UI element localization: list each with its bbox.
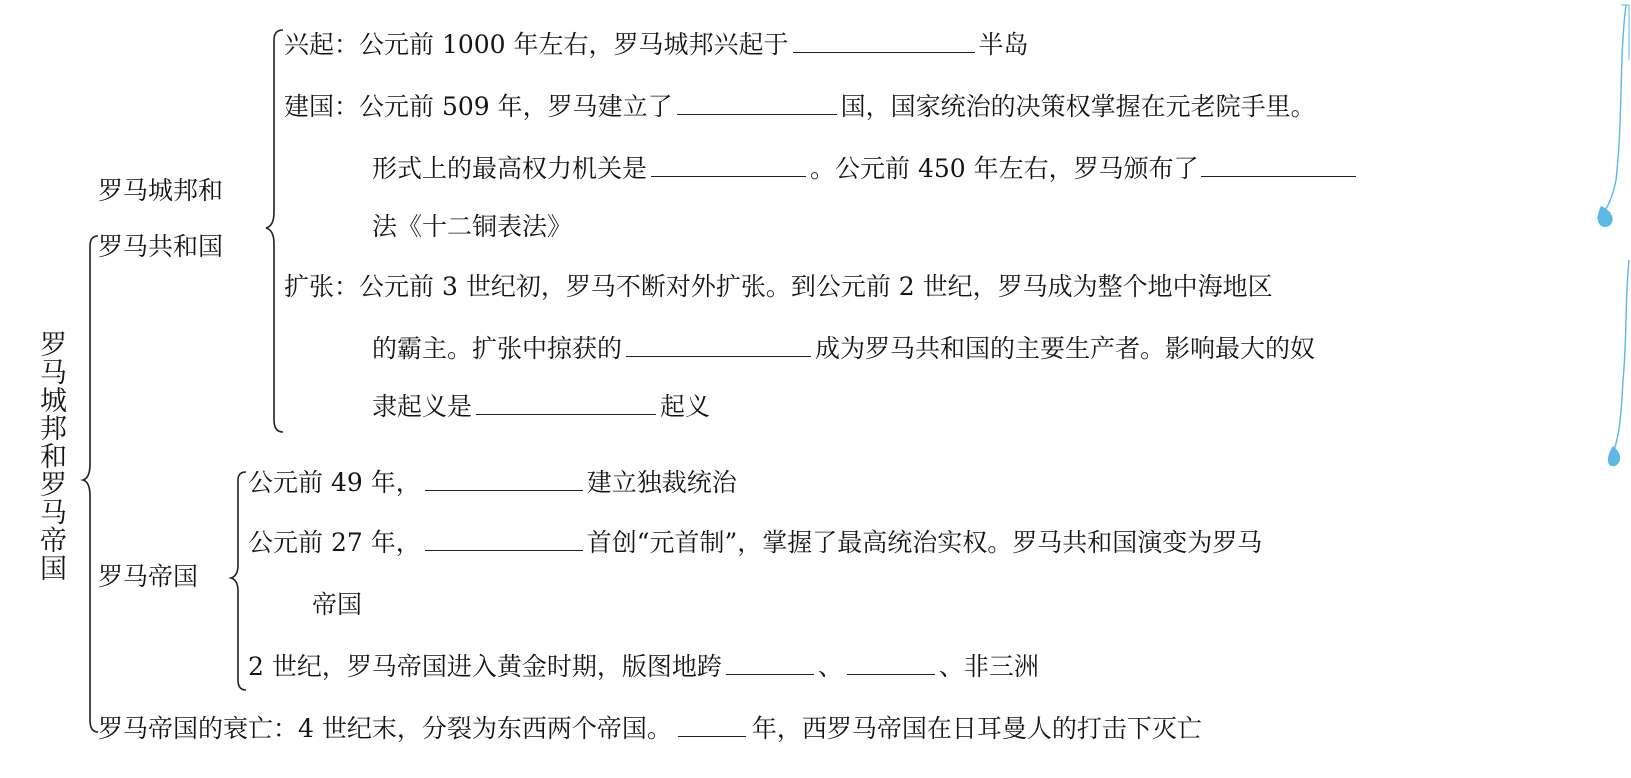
blank-uprising[interactable] bbox=[476, 390, 656, 415]
empire-item1-after: 建立独裁统治 bbox=[586, 468, 737, 497]
founding-line2 bbox=[372, 152, 1358, 184]
rise-text-before: 公元前 1000 年左右，罗马城邦兴起于 bbox=[359, 30, 789, 59]
empire-item2-before: 公元前 27 年， bbox=[248, 528, 421, 557]
blank-law[interactable] bbox=[1201, 152, 1356, 177]
founding-line1-before: 公元前 509 年，罗马建立了 bbox=[359, 92, 673, 121]
blank-princeps[interactable] bbox=[425, 526, 583, 551]
expansion-line2-before: 的霸主。扩张中掠获的 bbox=[372, 334, 623, 363]
empire-item3-sep: 、 bbox=[817, 652, 843, 681]
expansion-line2 bbox=[372, 332, 1315, 364]
founding-line3: 法《十二铜表法》 bbox=[372, 212, 573, 241]
blank-fall-year[interactable] bbox=[678, 712, 746, 737]
rise-text-after: 半岛 bbox=[978, 30, 1029, 59]
founding-line2-after: 。公元前 450 年左右，罗马颁布了 bbox=[810, 154, 1199, 183]
empire-item3-before: 2 世纪，罗马帝国进入黄金时期，版图地跨 bbox=[248, 652, 722, 681]
empire-item1-before: 公元前 49 年， bbox=[248, 468, 421, 497]
decline-label: 罗马帝国的衰亡： bbox=[98, 714, 299, 743]
founding-label: 建国： bbox=[284, 92, 360, 121]
expansion-line3-after: 起义 bbox=[660, 392, 711, 421]
empire-item2 bbox=[248, 526, 1262, 558]
republic-title-line2: 罗马共和国 bbox=[98, 232, 224, 261]
founding-line1-after: 国，国家统治的决策权掌握在元老院手里。 bbox=[840, 92, 1316, 121]
blank-continent-1[interactable] bbox=[726, 650, 814, 675]
rise-line bbox=[284, 28, 1029, 60]
expansion-line3 bbox=[372, 390, 710, 422]
expansion-line1-text: 公元前 3 世纪初，罗马不断对外扩张。到公元前 2 世纪，罗马成为整个地中海地区 bbox=[359, 272, 1273, 301]
empire-brace bbox=[231, 472, 246, 690]
empire-item2-cont: 帝国 bbox=[312, 590, 363, 619]
rise-label: 兴起： bbox=[284, 30, 360, 59]
blank-peninsula[interactable] bbox=[793, 28, 975, 53]
blank-dictator[interactable] bbox=[425, 466, 583, 491]
root-title: 罗马城邦和罗马帝国 bbox=[35, 330, 66, 582]
blank-republic[interactable] bbox=[677, 90, 837, 115]
expansion-line1 bbox=[284, 272, 1273, 302]
founding-line1 bbox=[284, 90, 1316, 122]
empire-item3-after: 、非三洲 bbox=[938, 652, 1039, 681]
root-brace bbox=[83, 236, 98, 732]
blank-slaves[interactable] bbox=[626, 332, 811, 357]
republic-brace bbox=[266, 30, 283, 432]
expansion-line3-before: 隶起义是 bbox=[372, 392, 473, 421]
expansion-line2-after: 成为罗马共和国的主要生产者。影响最大的奴 bbox=[815, 334, 1316, 363]
blank-continent-2[interactable] bbox=[847, 650, 935, 675]
empire-title: 罗马帝国 bbox=[98, 562, 199, 591]
corner-decoration bbox=[1561, 0, 1631, 500]
decline-text-before: 4 世纪末，分裂为东西两个帝国。 bbox=[298, 714, 672, 743]
blank-highest-organ[interactable] bbox=[651, 152, 806, 177]
founding-line2-before: 形式上的最高权力机关是 bbox=[372, 154, 648, 183]
empire-item3 bbox=[248, 650, 1039, 682]
republic-title-line1: 罗马城邦和 bbox=[98, 176, 224, 205]
decline-text-after: 年，西罗马帝国在日耳曼人的打击下灭亡 bbox=[751, 714, 1202, 743]
expansion-label: 扩张： bbox=[284, 272, 360, 301]
decline-line bbox=[98, 712, 1202, 744]
empire-item2-after: 首创“元首制”，掌握了最高统治实权。罗马共和国演变为罗马 bbox=[586, 528, 1263, 557]
empire-item1 bbox=[248, 466, 737, 498]
